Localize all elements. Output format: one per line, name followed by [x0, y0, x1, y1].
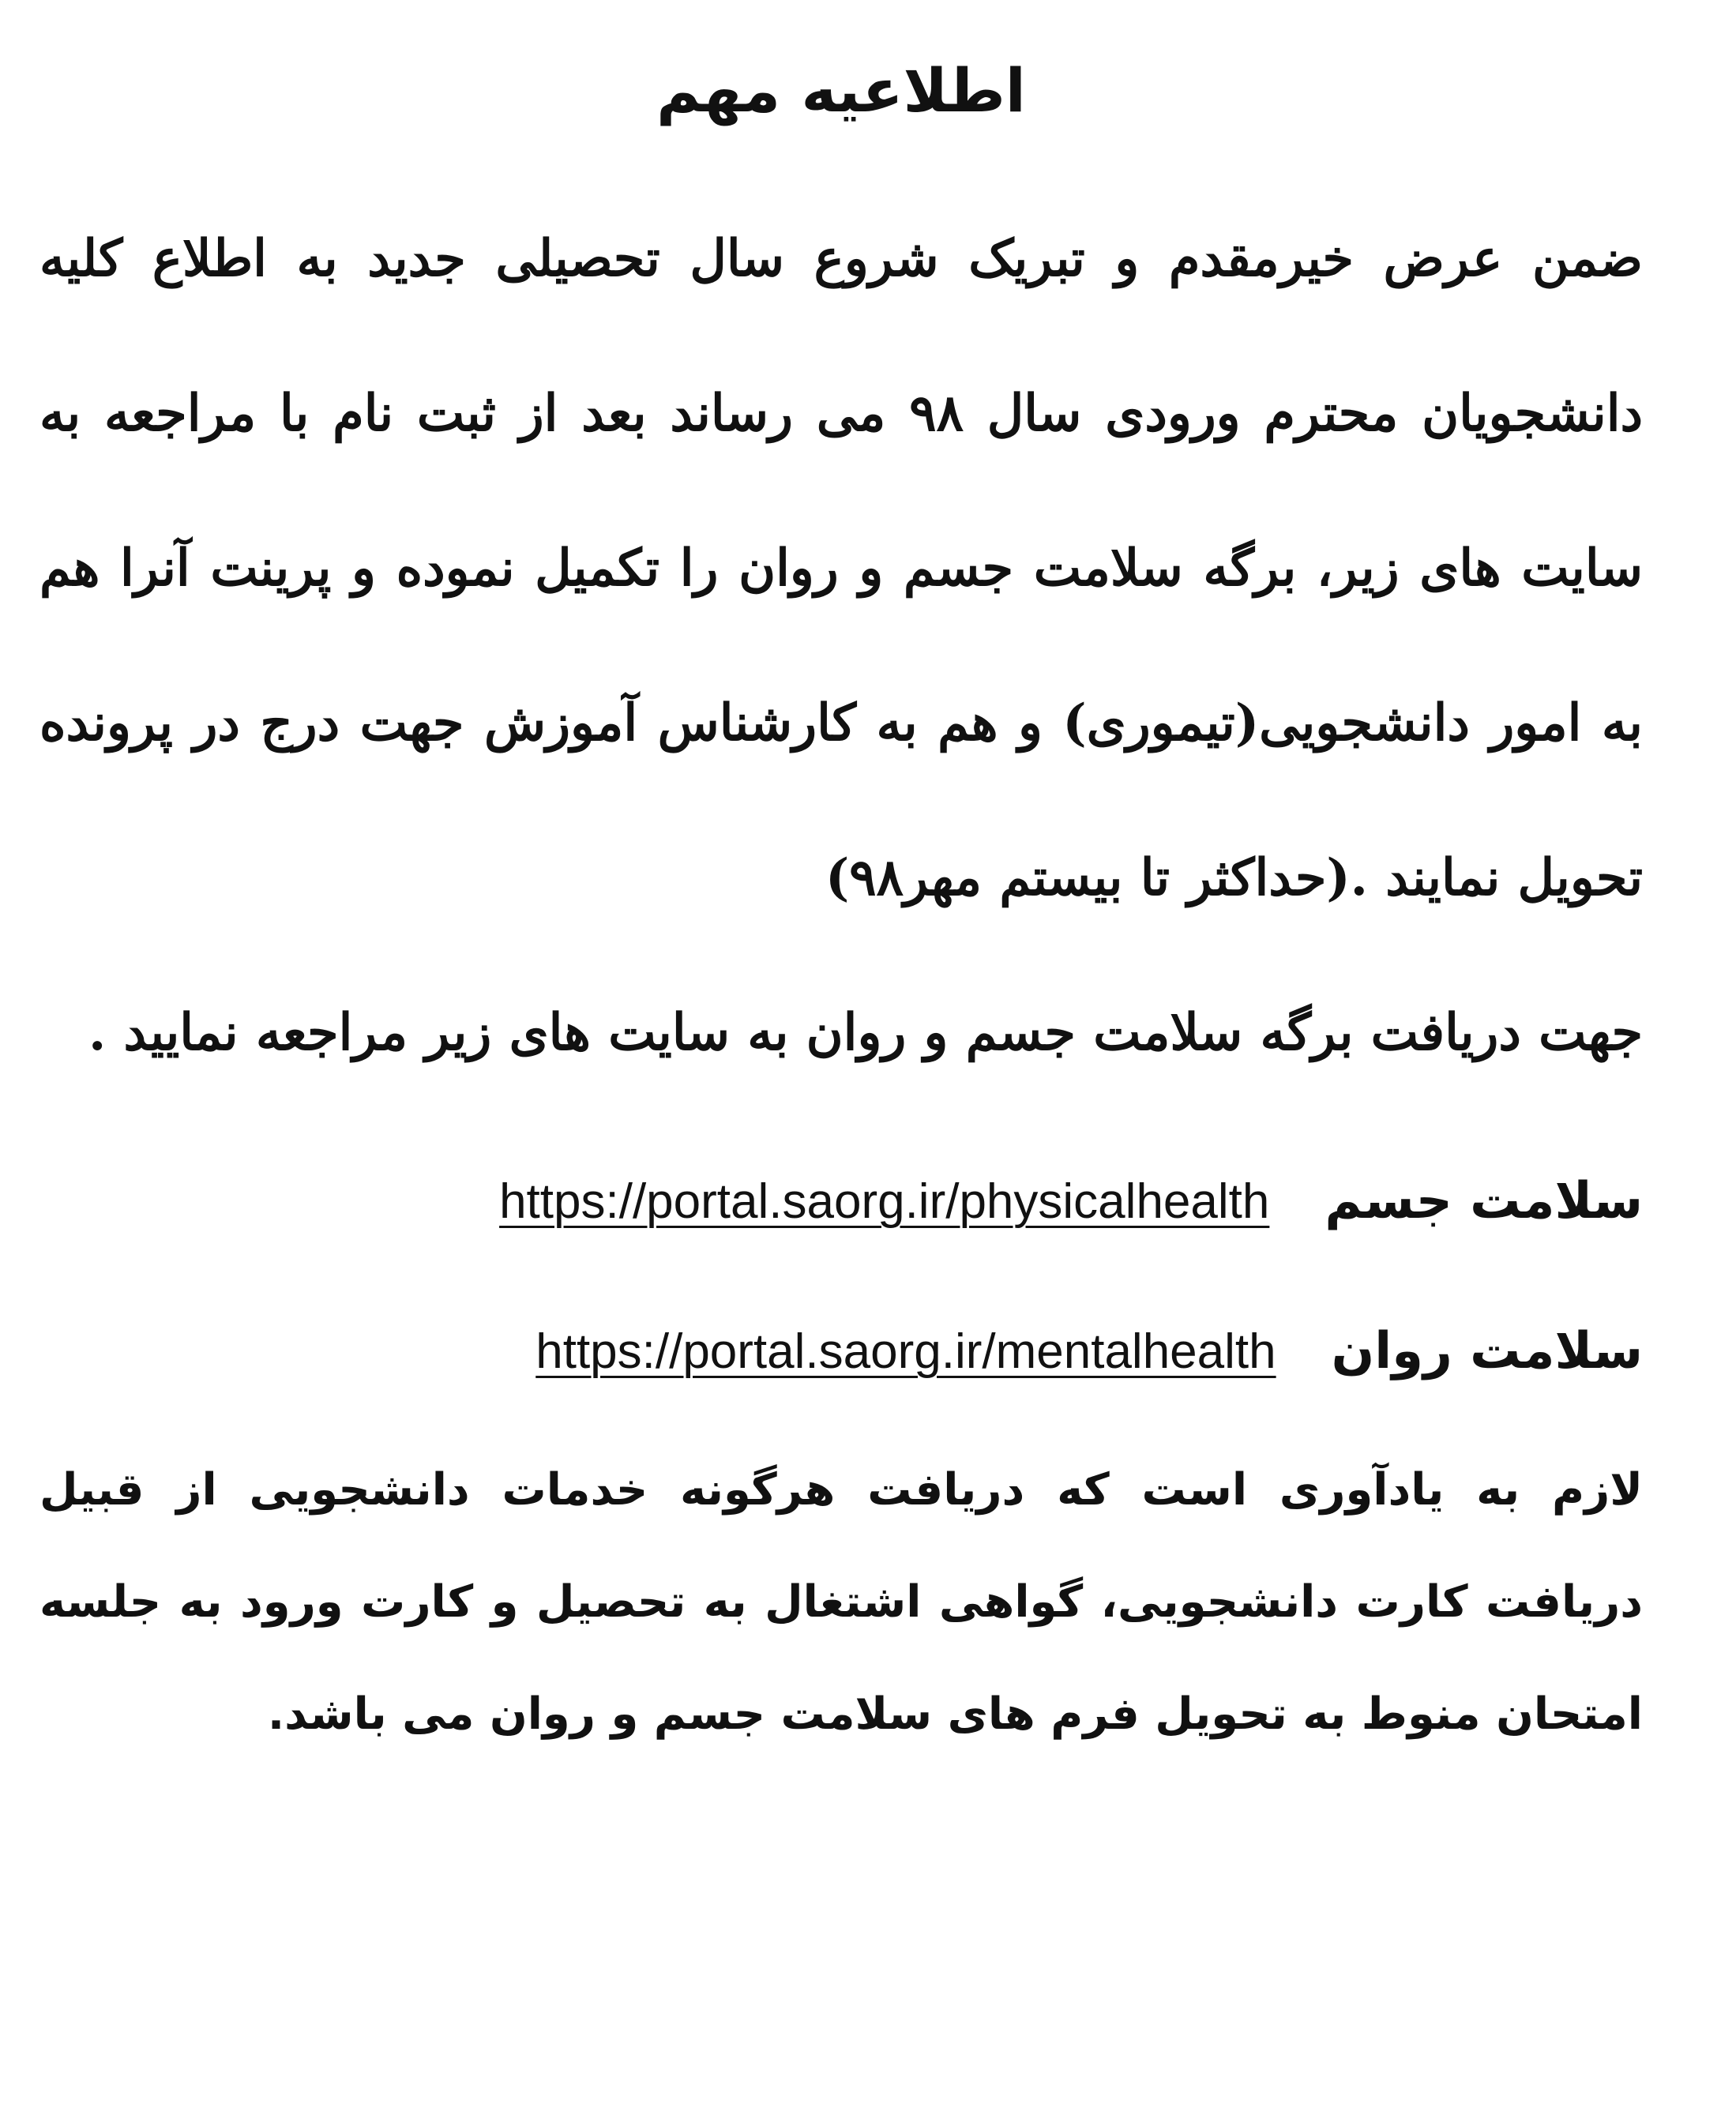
mental-health-link-row	[39, 1276, 1643, 1426]
notice-title: اطلاعیه مهم	[656, 55, 1026, 126]
notice-paragraph-main: ضمن عرض خیرمقدم و تبریک شروع سال تحصیلی جدید به اطلاع کلیه دانشجویان محترم ورودی سال ۹۸ می رساند بعد از ثبت نام با مراجعه به سایت های زیر، برگه سلامت جسم و روان را تکمیل نموده و پرینت آنرا هم به امور دانشجویی(تیموری) و هم به کارشناس آموزش جهت درج در پرونده تحویل نمایند .(حداکثر تا بیستم مهر۹۸)	[39, 229, 1644, 907]
physical-health-label: سلامت جسم	[1325, 1172, 1643, 1230]
mental-health-label: سلامت روان	[1331, 1322, 1643, 1380]
notice-paragraph-links-intro: جهت دریافت برگه سلامت جسم و روان به سایت های زیر مراجعه نمایید .	[88, 1003, 1643, 1062]
mental-health-link[interactable]: https://portal.saorg.ir/mentalhealth	[535, 1324, 1276, 1379]
physical-health-link[interactable]: https://portal.saorg.ir/physicalhealth	[499, 1174, 1270, 1229]
notice-document	[39, 47, 1643, 1771]
notice-reminder: لازم به یادآوری است که دریافت هرگونه خدمات دانشجویی از قبیل دریافت کارت دانشجویی، گواهی اشتغال به تحصیل و کارت ورود به جلسه امتحان منوط به تحویل فرم های سلامت جسم و روان می باشد.	[39, 1464, 1643, 1740]
physical-health-link-row	[39, 1126, 1643, 1276]
